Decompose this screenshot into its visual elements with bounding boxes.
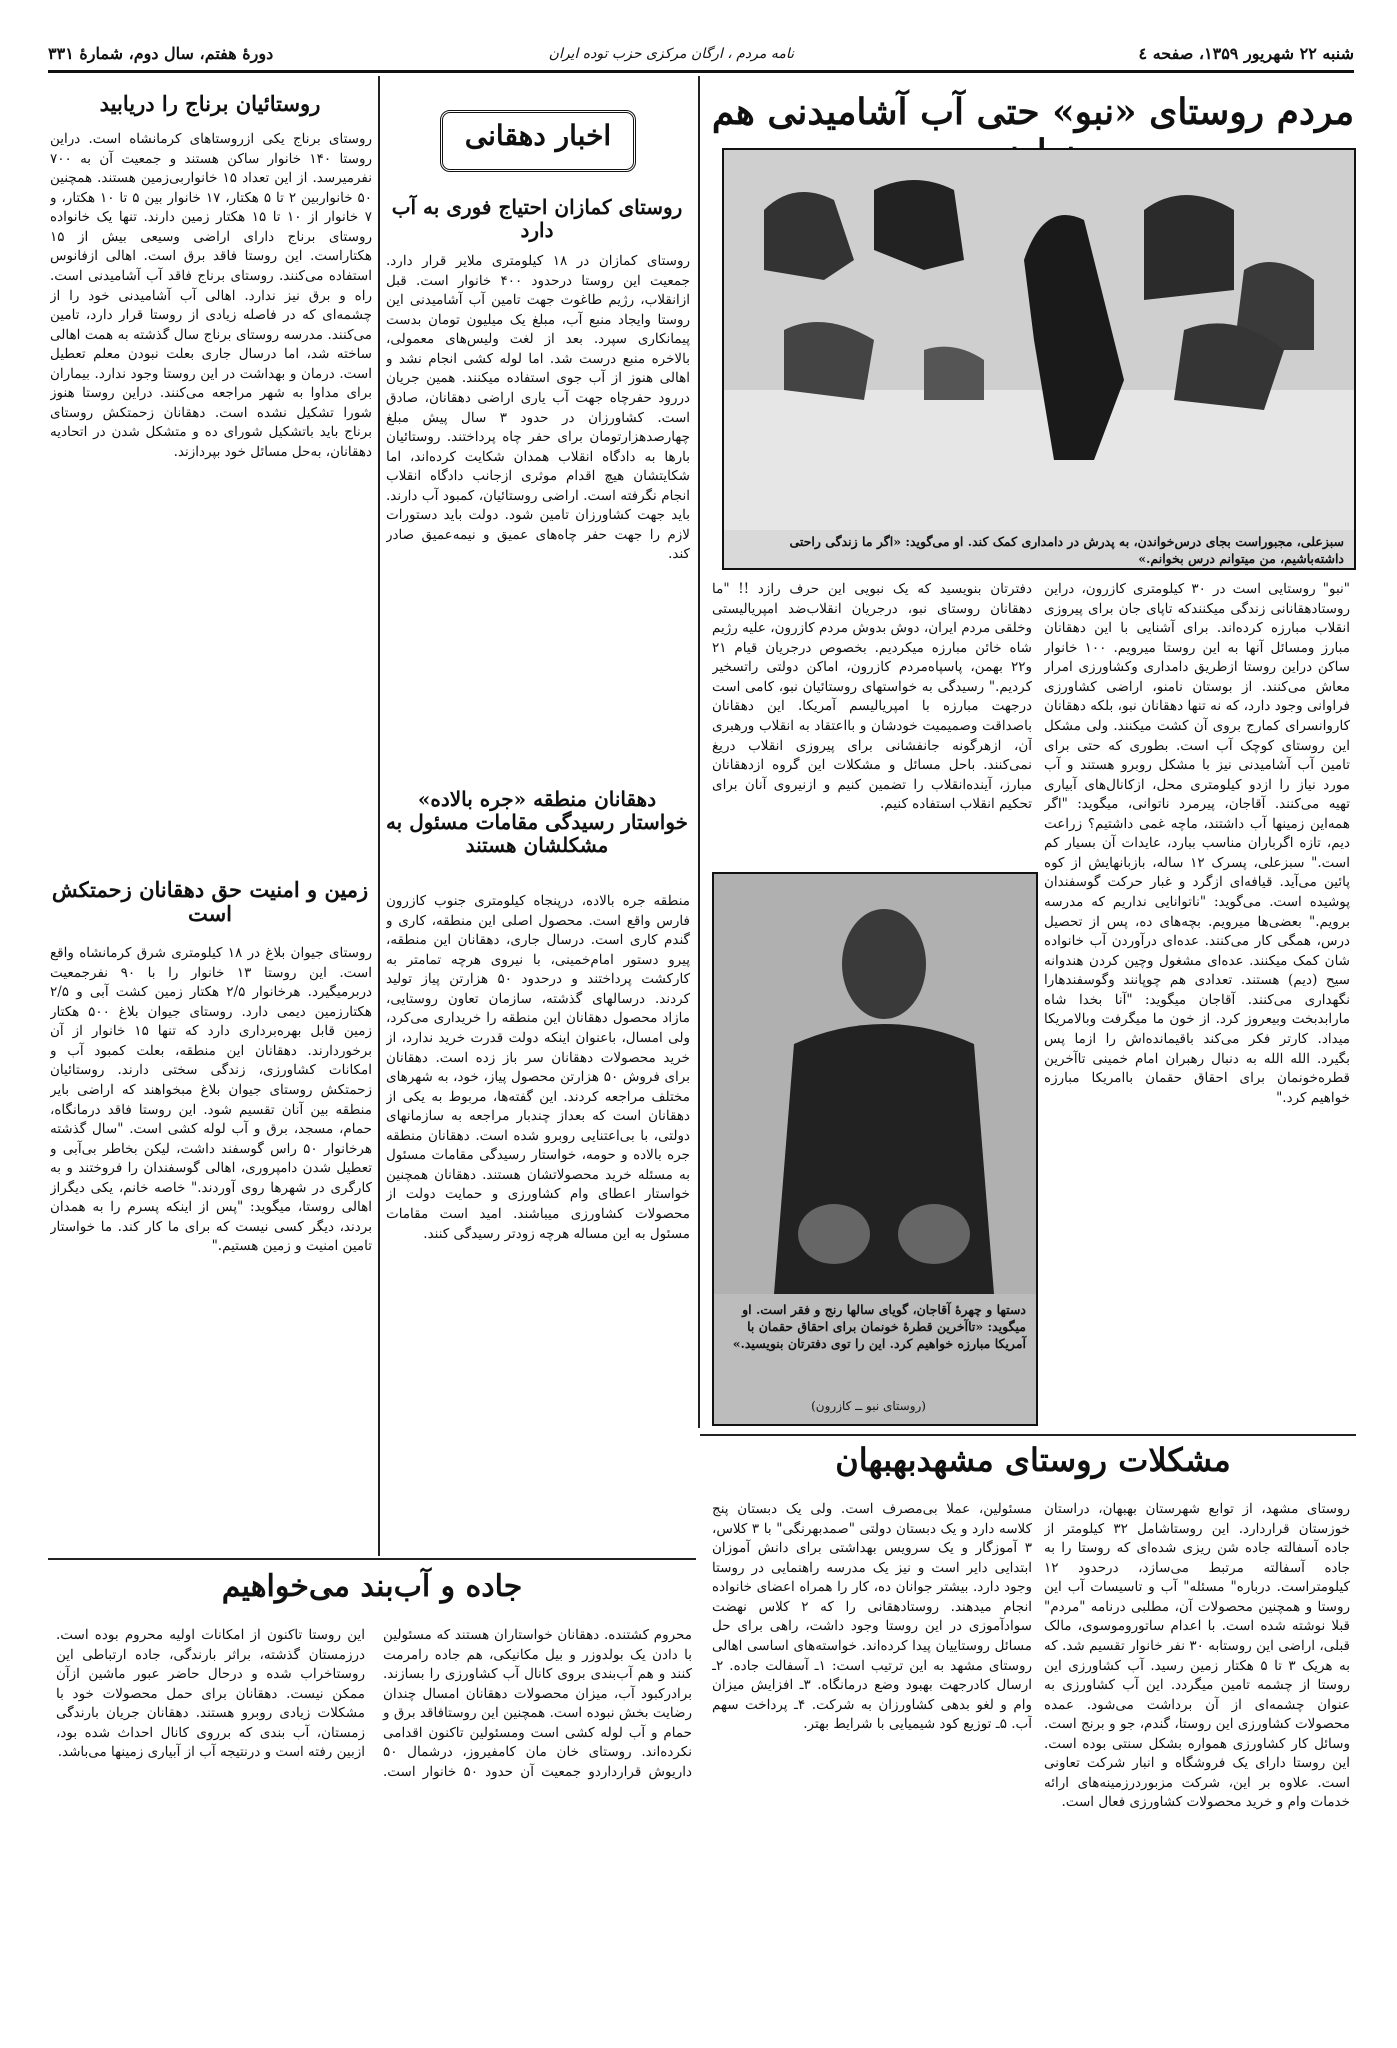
jerre-headline: دهقانان منطقه «جره بالاده» خواستار رسیدگی مقامات مسئول به مشکلشان هستند (385, 787, 689, 857)
section-rule-left (48, 1558, 696, 1560)
road-dam-headline: جاده و آب‌بند می‌خواهیم (221, 1569, 523, 1604)
issue-label: دورهٔ هفتم، سال دوم، شمارهٔ ۳۳۱ (48, 44, 274, 63)
kamazan-headline: روستای کمازان احتیاج فوری به آب دارد (391, 195, 683, 242)
goats-photo-image (724, 150, 1354, 530)
barnaj-headline: روستائیان برناج را دریابید (99, 91, 321, 116)
land-security-headline: زمین و امنیت حق دهقانان زحمتکش است (51, 877, 369, 927)
date-page-label: شنبه ۲۲ شهریور ۱۳۵۹، صفحه ٤ (1138, 44, 1354, 63)
aqajan-photo-image (714, 874, 1036, 1294)
land-security-text: روستای جیوان بلاغ در ۱۸ کیلومتری شرق کرمانشاه واقع است. این روستا ۱۳ خانوار را با ۹۰ نفرجمعیت دربرمیگیرد. هرخانوار ۲/۵ هکتار زمین کشت آبی و ۲/۵ هکتارزمین دیمی دارد. روستای جیوان بلاغ ۵۰۰ هکتار زمین قابل بهره‌برداری دارد که تنها ۱۵ خانوار از آن برخوردارند. دهقانان این منطقه، بعلت کمبود آب و امکانات کشاورزی، زندگی سختی دارند. روستائیان زحمتکش روستای جیوان بلاغ مبخواهند که اراضی بایر منطقه بین آنان تقسیم شود. این روستا فاقد درمانگاه، حمام، مسجد، برق و آب لوله کشی است. "سال گذشته هرخانوار ۵۰ راس گوسفند داشت، لیکن بخاطر بی‌آبی و تعطیل شدن دامپروری، اهالی گوسفندان را فروختند و به کارگری در شهرها روی آوردند." خاصه خانم، یکی دیگراز اهالی روستا، میگوید: "پس از اینکه پسرم را به همدان بردند، دیگر کسی نیست که برای ما کار کند. ما خواستار تامین امنیت و زمین هستیم." (50, 945, 372, 1255)
section-rule (700, 1434, 1356, 1436)
paper-name: نامه مردم ، ارگان مرکزی حزب توده ایران (548, 46, 794, 62)
main-headline: مردم روستای «نبو» حتی آب آشامیدنی هم (711, 91, 1355, 133)
road-dam-text: محروم کشتنده. دهقانان خواستاران هستند که مسئولین با دادن یک بولدوزر و بیل مکانیکی، هم جاده رامرمت کنند و هم آب‌بندی بروی کانال آب کشاورزی را بسازند. برادرکبود آب، میزان محصولات دهقانان امسال چندان رضایت بخش نبوده است. همچنین این روستافاقد برق و حمام و آب لوله کشی است ومسئولین تاکنون اقدامی نکرده‌اند. روستای خان مان کامفیروز، درشمال ۵۰ داریوش قرارداردو جمعیت آن حدود ۵۰ خانوار است. این روستا تاکنون از امکانات اولیه محروم بوده است. درزمستان گذشته، براثر بارندگی، جاده ارتباطی این روستاخراب شده و درحال حاضر عبور ماشین ازآن ممکن نیست. دهقانان برای حمل محصولات خود با مشکلات زیادی روبرو هستند. دهقانان جریان بارندگی زمستان، آب بندی که برروی کانال احداث شده بود، ازبین رفته است و درنتیجه آب از آبیاری زمینها می‌باشد. (56, 1627, 692, 1780)
aqajan-photo (712, 872, 1038, 1426)
rural-news-box-title: اخبار دهقانی (440, 110, 636, 172)
column-rule-1 (698, 76, 700, 1428)
mashhad-headline: مشکلات روستای مشهدبهبهان (835, 1441, 1231, 1479)
goats-photo (722, 148, 1356, 570)
column-rule-2 (378, 76, 380, 1556)
goats-photo-caption: سبزعلی، مجبوراست بجای درس‌خواندن، به پدرش در دامداری کمک کند. او می‌گوید: «اگر ما زندگی راحتی داشته‌باشیم، من میتوانم درس بخوانم.» (789, 534, 1344, 566)
mashhad-text-a: روستای مشهد، از توابع شهرستان بهبهان، دراستان خوزستان قراردارد. این روستاشامل ۳۲ کیلومتر از جاده آسفالته جاده شن ریزی شده‌ای که روستا را به جاده آسفالته مرتبط می‌سازد، درحدود ۱۲ کیلومتراست. درباره" مسئله" آب و تاسیسات آب این روستا و همچنین محصولات آن، مطلبی درنامه "مردم" قبلا نوشته شده است. با اعدام ساتوروموسوی، مالک قبلی، اراضی این روستابه ۳۰ نفر خانوار تقسیم شد. که به هریک ۳ تا ۵ هکتار زمین رسید. آب کشاورزی این روستا از چشمه تامین میگردد. این آب کشاورزی به عنوان چشمه‌ای از آن برداشت می‌شود. عمده محصولات کشاورزی این روستا، گندم، جو و برنج است. وسائل کار کشاورزی همواره بشکل سنتی بوده است. این روستا دارای یک فروشگاه و انبار شرکت تعاونی است. علاوه بر این، شرکت مزبوردرزمینه‌های ارائه خدمات وام و خرید محصولات کشاورزی فعال است. (1044, 1501, 1350, 1811)
aqajan-photo-credit: (روستای نبو ــ کازرون) (811, 1399, 926, 1413)
mashhad-text-b: مسئولین، عملا بی‌مصرف است. ولی یک دبستان پنج کلاسه دارد و یک دبستان دولتی "صمدبهرنگی" با ۳ کلاس، ۳ آموزگار و یک سرویس بهداشتی برای دانش آموزان ابتدایی دایر است و نیز یک مدرسه راهنمایی در روستا وجود دارد. بیشتر جوانان ده، کار را همراه اعضای خانواده انجام میدهند. روستادهقانی را که ۲ کلاس نهضت سوادآموزی در این روستا وجود داشت، راهی برای حل مسائل روستاییان پیدا کرده‌اند. خواسته‌های اساسی اهالی روستای مشهد به این ترتیب است: ۱ـ آسفالت جاده. ۲ـ ارسال کادرجهت بهبود وضع درمانگاه. ۳ـ افزایش میزان وام و لغو بدهی کشاورزان به شرکت. ۴ـ پرداخت سهم آب. ۵ـ توزیع کود شیمیایی با شرایط بهتر. (712, 1501, 1032, 1733)
jerre-text: منطقه جره بالاده، درپنجاه کیلومتری جنوب کازرون فارس واقع است. محصول اصلی این منطقه، کاری و گندم کاری است. درسال جاری، دهقانان این منطقه، پیرو دستور امام‌خمینی، با نیروی هرچه تمامتر به کارکشت پرداختند و درحدود ۵۰ هزارتن پیاز تولید کردند. درسالهای گذشته، سازمان تعاون روستایی، مازاد محصول دهقانان این منطقه را خریداری می‌کرد، ولی امسال، باعنوان اینکه دولت قدرت خرید ندارد، از خرید محصولات دهقانان سر باز زده است. دهقانان برای فروش ۵۰ هزارتن محصول پیاز، خود، به شهرهای مختلف مراجعه کردند. این گفته‌ها، مربوط به یکی از دهقانان است که بعداز چندبار مراجعه به سازمانهای دولتی، با بی‌اعتنایی روبرو شده است. دهقانان منطقه جره بالاده و حومه، خواستار رسیدگی مقامات مسئول به مسئله خرید محصولاتشان هستند. دهقانان همچنین خواستار اعطای وام کشاورزی و حمایت دولت از محصولات کشاورزی میباشند. امید است مقامات مسئول به این مساله هرچه زودتر رسیدگی کنند. (386, 893, 690, 1242)
nabo-article-text-a: "نبو" روستایی است در ۳۰ کیلومتری کازرون، دراین روستادهقانانی زندگی میکنندکه تاپای جان برای پیروزی انقلاب مبارزه کرده‌اند. برای آشنایی با این دهقانان مبارز ومسائل آنها به این روستا میرویم. ۱۰۰ خانوار ساکن دراین روستا ازطریق دامداری وکشاورزی امرار معاش می‌کنند. از بوستان نامنو، اراضی کشاورزی فراوانی وجود دارد، که نه تنها دهقانان نبو، بلکه دهقانان کاروانسرای کمارج بروی آن کشت میکنند. ولی مشکل این روستای کوچک آب است. بطوری که حتی برای تامین آب آشامیدنی نیز با مشکل روبرو هستند و آب مورد نیاز را ازدو کیلومتری محل، ازکانال‌های آبیاری تهیه می‌کنند. آقاجان، پیرمرد ناتوانی، میگوید: "اگر همه‌این زمینها آب داشتند، ماچه غمی داشتیم؟ زراعت دیم، تازه اگرباران مناسب ببارد، عایدات آن بسیار کم است." سبزعلی، پسرک ۱۲ ساله، بازبانهایش از کوه پائین می‌آید. قیافه‌ای ازگرد و غبار حرکت گوسفندان پوشیده است. می‌گوید: "ناتوانایی نداریم که مدرسه برویم." بعضی‌ها میرویم. بچه‌های ده، پس از تحصیل درس، همگی کار می‌کنند. عده‌ای درآوردن آب خانواده شان کمک میکنند. عده‌ای مشغول وچین کردن هندوانه سیح (دیم) هستند. تعدادی هم چوپانند وگوسفندهارا نگهداری می‌کنند. آقاجان میگوید: "آنا بخدا شاه مارابدبخت وبیعروز کرد. از خون ما میگرفت وبالامریکا میداد. کارتر فکر می‌کند باقیمانده‌اش را ازما پس بگیرد. الله الله به دنبال رهبران امام خمینی تاآخرین قطره‌خونمان برای احقاق حقمان باامریکا مبارزه خواهیم کرد." (1044, 581, 1350, 1106)
barnaj-text: روستای برناج یکی ازروستاهای کرمانشاه است. دراین روستا ۱۴۰ خانوار ساکن هستند و جمعیت آن به ۷۰۰ نفرمیرسد. از این تعداد ۱۵ خانواربی‌زمین هستند. همچنین ۵۰ خانواربین ۲ تا ۵ هکتار، ۱۷ خانوار بین ۵ تا ۱۰ هکتار، و ۷ خانوار از ۱۰ تا ۱۵ هکتار زمین دارند. تنها یک خانواده روستای برناج دارای اراضی وسیعی بیش از ۱۵ هکتاراست. این روستا فاقد برق است. اهالی ازفانوس استفاده می‌کنند. روستای برناج فاقد آب آشامیدنی است. راه و برق نیز ندارد. اهالی آب آشامیدنی خود را از چشمه‌ای که در فاصله زیادی از روستا قرار دارد، تامین می‌کنند. مدرسه روستای برناج سال گذشته به همت اهالی ساخته شد، اما درسال جاری بعلت نبودن معلم تعطیل است. درمان و بهداشت در این روستا وجود ندارد. بیماران برای مداوا به شهر مراجعه می‌کنند. دراین روستا هنوز شورا تشکیل نشده است. دهقانان زحمتکش روستای برناج باید باتشکیل شورای ده و متشکل شدن در اتحادیه دهقانان، به‌حل مسائل خود بپردازند. (50, 131, 372, 460)
kamazan-text: روستای کمازان در ۱۸ کیلومتری ملایر قرار دارد. جمعیت این روستا درحدود ۴۰۰ خانوار است. قبل ازانقلاب، رژیم طاغوت جهت تامین آب آشامیدنی این روستا وایجاد منبع آب، مبلغ یک میلیون تومان بدست پیمانکاری سپرد. بعد از لغت ولیس‌های معمولی، بالاخره منبع درست شد. اما لوله کشی انجام نشد و اهالی هنوز از آب جوی استفاده میکنند. همین جریان دررود حفرچاه جهت آب یاری اراضی دهقانان، صادق است. کشاورزان در حدود ۳ سال پیش مبلغ چهارصدهزارتومان برای حفر چاه پرداختند. روستائیان بارها به دادگاه انقلاب همدان شکایت کرده‌اند، اما شکایتشان هیچ اقدام موثری ازجانب دادگاه انقلاب انجام نگرفته است. اراضی روستائیان، کمبود آب دارند. باید جهت کشاورزان تامین شود. دولت باید دستورات لازم را جهت حفر چاه‌های عمیق و نیمه‌عمیق صادر کند. (386, 253, 690, 563)
page-header (48, 44, 1354, 73)
nabo-article-text-b: دفترتان بنویسید که یک نبویی این حرف رازد !! "ما دهقانان روستای نبو، درجریان انقلاب‌ضد امپریالیستی وخلقی مردم ایران، دوش بدوش مردم کازرون، علیه رژیم شاه خائن مبارزه میکردیم. بخصوص درجریان قیام ۲۱ و۲۲ بهمن، پاسپاه‌مردم کازرون، اماکن دولتی راتسخیر کردیم." رسیدگی به خواستهای روستائیان نبو، کامی است درجهت مبارزه با امپریالیسم آمریکا. این دهقانان باصداقت وصمیمیت خودشان و بااعتقاد به انقلاب ورهبری آن، ازهرگونه جانفشانی برای پیروزی انقلاب دریغ نمی‌کنند. باحل مسائل و مشکلات این گروه ازدهقانان مبارز، آینده‌انقلاب را تضمین کنیم و ازنیروی آنان برای تحکیم انقلاب استفاده کنیم. (712, 581, 1032, 813)
aqajan-photo-caption: دستها و چهرهٔ آقاجان، گویای سالها رنج و فقر است. او میگوید: «تاآخرین قطرهٔ خونمان برای احقاق حقمان با آمریکا مبارزه خواهیم کرد. این را توی دفترتان بنویسید.» (732, 1302, 1026, 1351)
